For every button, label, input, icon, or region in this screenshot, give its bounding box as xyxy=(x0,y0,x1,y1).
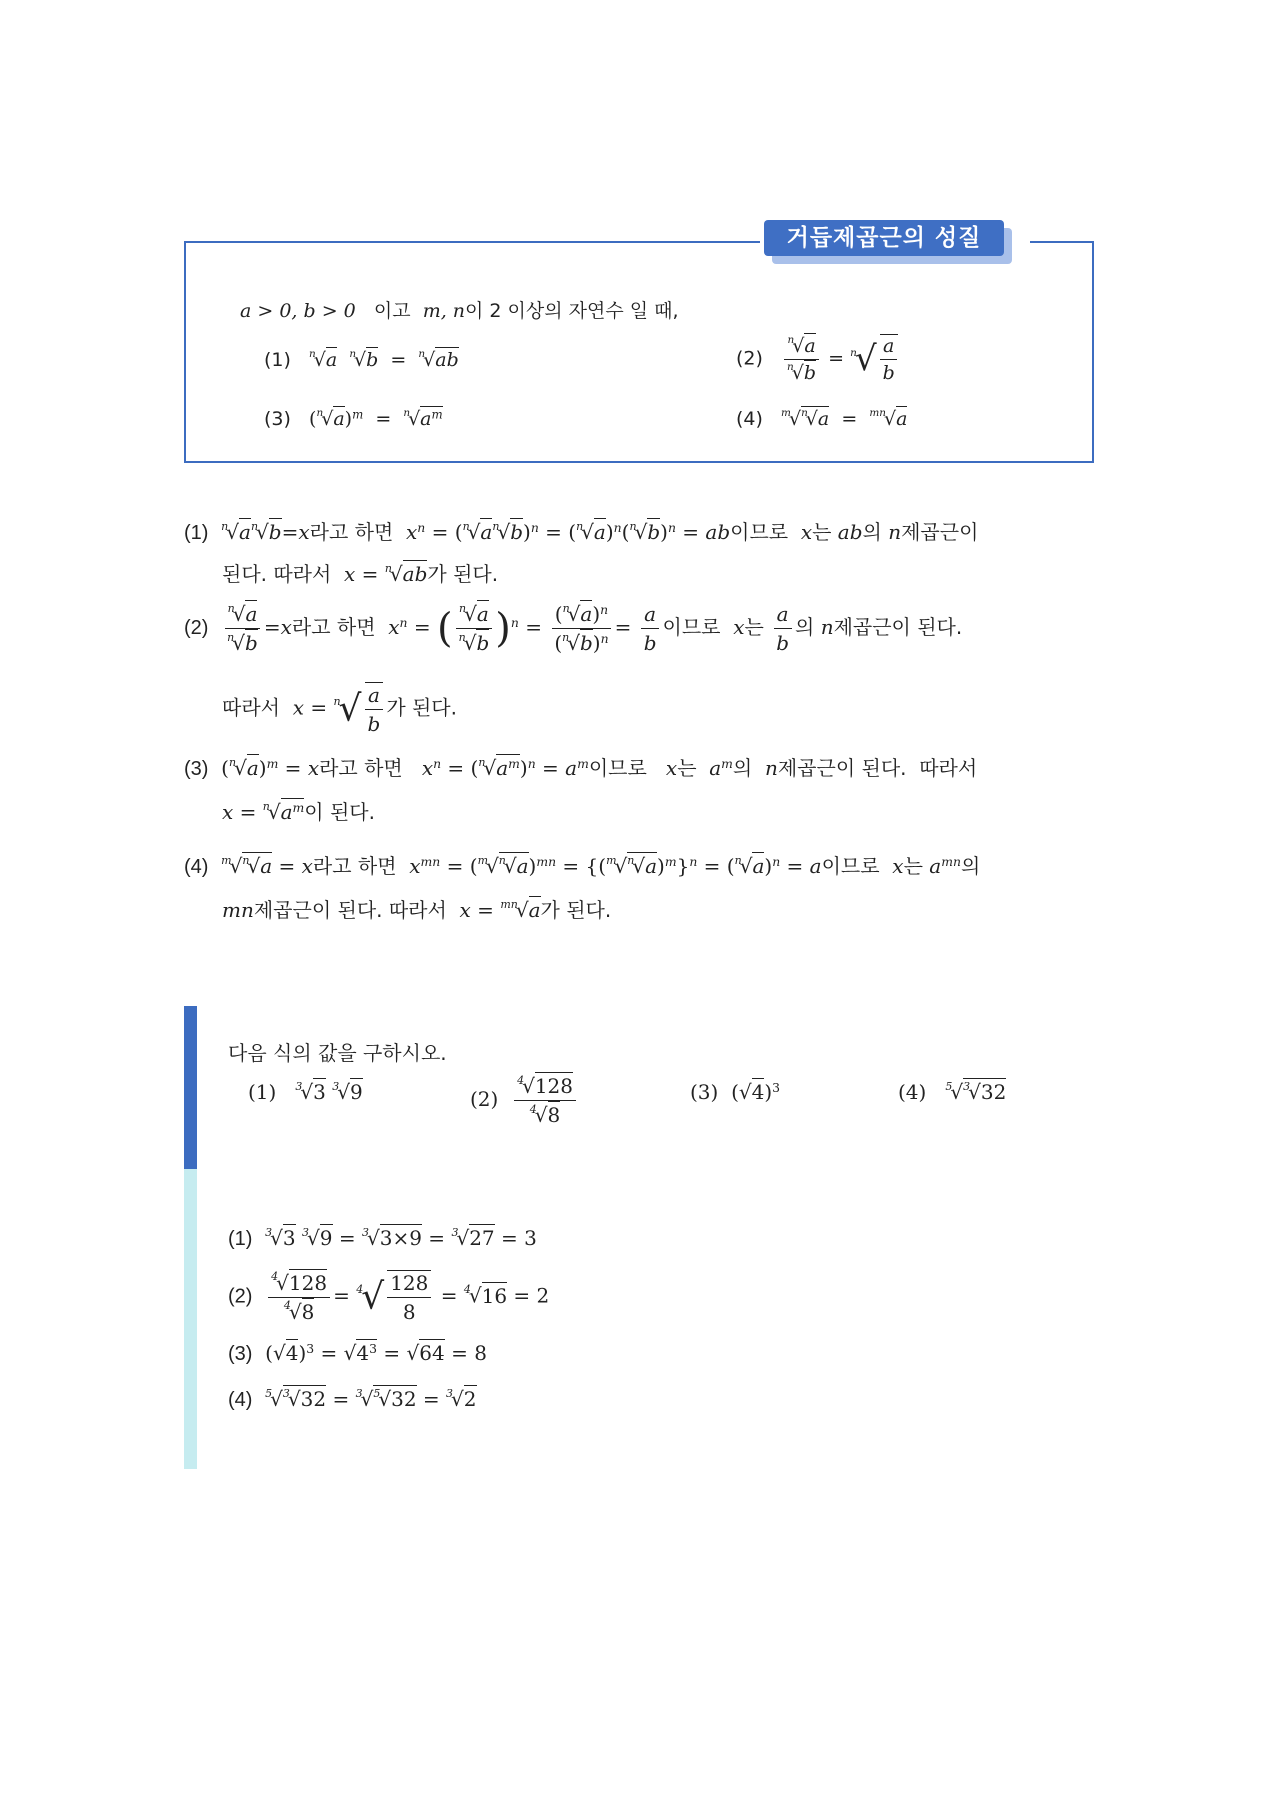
exercise-item-1: (1) $^3$√3 $^3$√9 xyxy=(248,1079,363,1104)
solution-1: (1) $^3$√3 $^3$√9 = $^3$√3×9 = $^3$√27 = 3 xyxy=(228,1225,537,1250)
solution-4: (4) $^5$√$^3$√32 = $^3$√$^5$√32 = $^3$√2 xyxy=(228,1386,477,1411)
solution-3: (3) $(√4)^3 = √4^3 = √64 = 8$ xyxy=(228,1341,487,1365)
solution-2: (2) $\frac{^4√128}{^4√8}$ = $^4$√ $\frac{128}{8}$ = $^4$√16 = 2 xyxy=(228,1270,550,1324)
proof-1-line-1: (1) $^n√a^n√b=x$라고 하면 $x^n = (^n√a^n√b)^n = (^n√a)^n(^n√b)^n$ = ab이므로 x는 ab의 n제곱근이 xyxy=(184,519,979,544)
property-1: (1) $^n$√a $^n$√b = $^n$√ab xyxy=(264,348,459,371)
proof-1-line-2: 된다. 따라서 x = $^n$√ab가 된다. xyxy=(222,561,499,586)
proof-4-line-1: (4) $^m$√$^n$√a = x라고 하면 $x^{mn} = (^m√^n√a)^{mn} = \{(^m√^n√a)^m\}^n = (^n√a)^n = a$이므로 x는 $a^{mn}$의 xyxy=(184,853,981,878)
exercise-item-2: (2) $\frac{^4√128}{^4√8}$ xyxy=(470,1074,579,1127)
condition-text: a > 0, b > 0 이고 m, n이 2 이상의 자연수 일 때, xyxy=(240,300,679,322)
property-3: (3) $(^n√a)^m = ^n√a^m$ xyxy=(264,407,443,430)
proof-2-line-2: 따라서 x = $^n$√ $\frac{a}{b}$ 가 된다. xyxy=(222,683,457,736)
section-title: 거듭제곱근의 성질 xyxy=(764,220,1004,256)
proof-3-line-1: (3) $(^n√a)^m = x$라고 하면 $x^n = (^n√a^m)^n = a^m$이므로 x는 $a^m$의 n제곱근이 된다. 따라서 xyxy=(184,755,978,780)
exercise-accent-bar xyxy=(184,1006,197,1169)
exercise-question: 다음 식의 값을 구하시오. xyxy=(228,1041,447,1065)
property-4: (4) $^m$√$^n$√a = $^{mn}$√a xyxy=(736,407,908,430)
proof-4-line-2: mn제곱근이 된다. 따라서 x = $^{mn}$√a가 된다. xyxy=(222,897,612,922)
property-2: (2) $\frac{^n√a}{^n√b}$ = $^n$√ $\frac{a}{b}$ xyxy=(736,334,901,384)
proof-3-line-2: $x = ^n√a^m$이 된다. xyxy=(222,799,375,824)
proof-2-line-1: (2) $\frac{^n√a}{^n√b}$ =x라고 하면 $x^n$ = ( $\frac{^n√a}{^n√b}$ )$^n$ = $\frac{(^n√a)^n}{(^n√b)^n}$ = $\frac{a}{b}$ 이므로 x는 $\frac{a}{b}$ 의 n제곱근이 된다. xyxy=(184,601,963,655)
solution-accent-bar xyxy=(184,1169,197,1469)
exercise-item-3: (3) $(√4)^3$ xyxy=(690,1080,781,1104)
title-badge-wrapper xyxy=(760,218,1030,266)
exercise-item-4: (4) $^5$√$^3$√32 xyxy=(898,1079,1007,1104)
